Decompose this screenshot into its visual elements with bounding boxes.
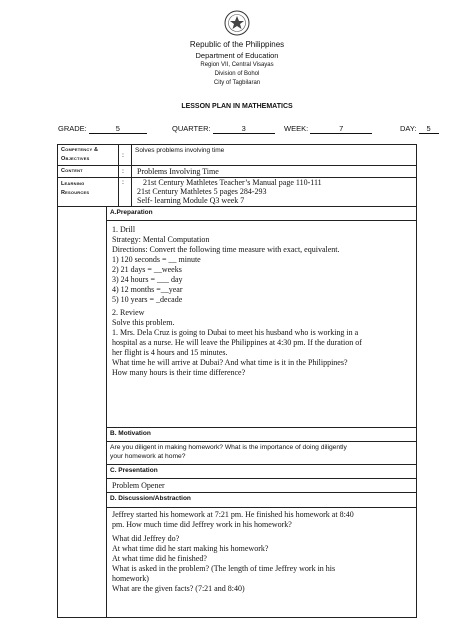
week-value: 7 xyxy=(310,124,372,134)
resource-item: Self- learning Module Q3 week 7 xyxy=(137,196,245,205)
table-divider xyxy=(106,441,417,442)
discussion-line: At what time did he start making his homework? xyxy=(112,544,269,553)
table-divider xyxy=(106,427,417,428)
content-label: Content xyxy=(61,168,83,174)
drill-line: 3) 24 hours = ___ day xyxy=(112,275,183,284)
motivation-heading: B. Motivation xyxy=(110,430,151,437)
table-divider xyxy=(131,144,132,206)
header-division: Division of Bohol xyxy=(214,71,260,77)
quarter-value: 3 xyxy=(213,124,275,134)
day-value: 5 xyxy=(419,124,439,134)
review-line: What time he will arrive at Dubai? And what time is it in the Philippines? xyxy=(112,358,348,367)
lesson-plan-title: LESSON PLAN IN MATHEMATICS xyxy=(181,103,293,110)
motivation-line: Are you diligent in making homework? What is the importance of doing diligently xyxy=(110,444,347,451)
discussion-line: What are the given facts? (7:21 and 8:40) xyxy=(112,584,245,593)
drill-line: 1) 120 seconds = __ minute xyxy=(112,255,201,264)
drill-line: 5) 10 years = _decade xyxy=(112,295,183,304)
week-field xyxy=(284,124,372,134)
competency-value: Solves problems involving time xyxy=(135,147,225,154)
review-line: 2. Review xyxy=(112,308,145,317)
table-divider xyxy=(57,206,417,207)
resource-item: 21st Century Mathletes Teacher’s Manual page 110-111 xyxy=(143,178,322,187)
grade-label: GRADE: xyxy=(58,124,87,133)
header-republic: Republic of the Philippines xyxy=(189,40,285,49)
content-colon: : xyxy=(122,167,124,175)
competency-colon: : xyxy=(122,151,124,159)
header-city: City of Tagbilaran xyxy=(213,80,261,86)
presentation-line: Jeffrey started his homework at 7:21 pm. He finished his homework at 8:40 xyxy=(112,510,354,519)
table-divider xyxy=(118,144,119,206)
quarter-field xyxy=(172,124,275,134)
table-divider xyxy=(106,478,417,479)
table-divider xyxy=(106,464,417,465)
week-label: WEEK: xyxy=(284,124,309,133)
deped-seal-icon xyxy=(224,10,250,36)
preparation-heading: A.Preparation xyxy=(110,209,153,216)
content-value: Problems Involving Time xyxy=(137,167,219,176)
header-department: Department of Education xyxy=(195,51,279,60)
grade-field xyxy=(58,124,147,134)
meta-row xyxy=(58,124,438,136)
discussion-line: What is asked in the problem? (The length of time Jeffrey work in his xyxy=(112,564,336,573)
table-divider xyxy=(106,220,417,221)
discussion-line: What did Jeffrey do? xyxy=(112,534,180,543)
header-region: Region VII, Central Visayas xyxy=(200,62,274,68)
table-divider xyxy=(57,165,417,166)
resource-item: 21st Century Mathletes 5 pages 284-293 xyxy=(137,187,267,196)
day-label: DAY: xyxy=(400,124,417,133)
drill-line: 4) 12 months =__year xyxy=(112,285,183,294)
drill-line: Strategy: Mental Computation xyxy=(112,235,210,244)
discussion-line: homework) xyxy=(112,574,149,583)
table-divider xyxy=(106,206,107,618)
competency-label-2: Objectives xyxy=(61,156,90,162)
grade-value: 5 xyxy=(89,124,147,134)
competency-label-1: Competency & xyxy=(61,147,99,153)
table-divider xyxy=(106,507,417,508)
review-line: her flight is 4 hours and 15 minutes. xyxy=(112,348,228,357)
drill-line: Directions: Convert the following time measure with exact, equivalent. xyxy=(112,245,340,254)
day-field xyxy=(400,124,439,134)
table-divider xyxy=(106,492,417,493)
discussion-line: At what time did he finished? xyxy=(112,554,207,563)
drill-line: 2) 21 days = __weeks xyxy=(112,265,182,274)
presentation-line: Problem Opener xyxy=(112,481,165,490)
quarter-label: QUARTER: xyxy=(172,124,211,133)
review-line: Solve this problem. xyxy=(112,318,175,327)
review-line: How many hours is their time difference? xyxy=(112,368,246,377)
resources-label-1: Learning xyxy=(61,181,85,187)
resources-label-2: Resources xyxy=(61,190,90,196)
presentation-heading: C. Presentation xyxy=(110,467,158,474)
discussion-heading: D. Discussion/Abstraction xyxy=(110,495,191,502)
resources-colon: : xyxy=(122,178,124,186)
review-line: 1. Mrs. Dela Cruz is going to Dubai to meet his husband who is working in a xyxy=(112,328,359,337)
motivation-line: your homework at home? xyxy=(110,453,186,460)
review-line: hospital as a nurse. He will leave the Philippines at 4:30 pm. If the duration of xyxy=(112,338,362,347)
drill-line: 1. Drill xyxy=(112,225,136,234)
presentation-line: pm. How much time did Jeffrey work in his homework? xyxy=(112,520,292,529)
